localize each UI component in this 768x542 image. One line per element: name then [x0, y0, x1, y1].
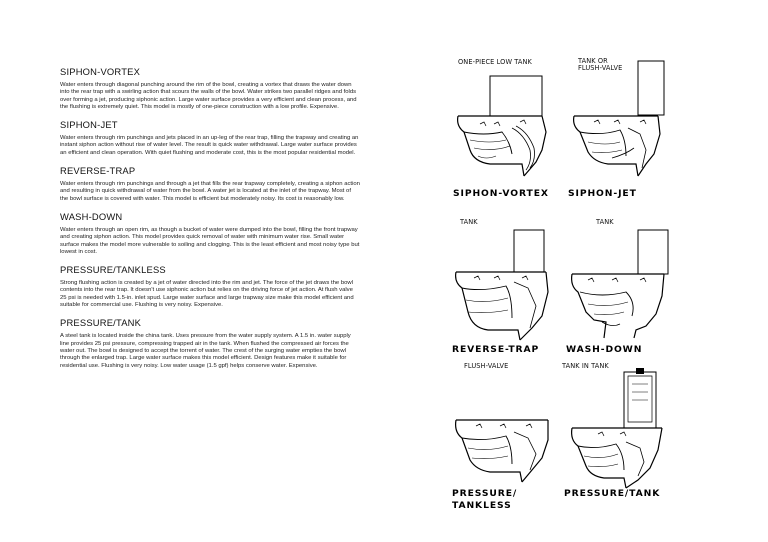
- figure-siphon-jet: [566, 58, 676, 203]
- section-siphon-jet: [60, 119, 360, 157]
- section-title: SIPHON-JET: [60, 119, 118, 131]
- reverse-trap-diagram-icon: [450, 216, 560, 361]
- figure-top-label: TANK OR FLUSH-VALVE: [578, 57, 623, 72]
- wash-down-diagram-icon: [566, 216, 676, 361]
- figure-top-label: TANK: [460, 218, 478, 226]
- figure-caption: WASH-DOWN: [566, 344, 643, 355]
- section-body: A steel tank is located inside the china tank. Uses pressure from the water supply system. A 1.5 in. water supply line provides 25 psi pressure, compressing trapped air in the tank. When flushed the compressed air forces the water out. The bowl is designed to accept the torrent of water. The crest of the surging water empties the bowl through the enlarged trap. Large water surface makes this model efficient. Design features make it suitable for residential use. Flushing is very noisy. Low water usage (1.5 gpf) helps conserve water. Expensive.: [60, 333, 351, 369]
- figure-reverse-trap: [450, 216, 560, 361]
- section-reverse-trap: [60, 165, 360, 203]
- section-body: Water enters through diagonal punching around the rim of the bowl, creating a vortex that draws the water down into the rear trap with a swirling action that scours the walls of the bowl. Water strikes two parallel ridges and folds over forming a jet, producing siphonic action. Large water surface provides a very efficient and clean process, and the flushing is extremely quiet. This model is mostly of one-piece construction with a low profile. Expensive.: [60, 82, 357, 110]
- figure-caption: PRESSURE/TANK: [564, 488, 661, 499]
- figure-siphon-vortex: [450, 58, 560, 203]
- figure-caption: SIPHON-VORTEX: [453, 188, 549, 199]
- figure-wash-down: [566, 216, 676, 361]
- figure-pressure-tankless: [450, 362, 560, 520]
- section-title: PRESSURE/TANKLESS: [60, 264, 166, 276]
- section-wash-down: [60, 211, 360, 256]
- figure-caption: REVERSE-TRAP: [452, 344, 540, 355]
- section-pressure-tankless: [60, 264, 360, 309]
- section-title: SIPHON-VORTEX: [60, 66, 141, 77]
- figure-top-label: TANK IN TANK: [562, 362, 609, 370]
- siphon-vortex-diagram-icon: [450, 58, 560, 203]
- figure-top-label: FLUSH-VALVE: [464, 362, 509, 370]
- section-siphon-vortex: [60, 66, 360, 111]
- section-body: Water enters through an open rim, as though a bucket of water were dumped into the bowl, filling the front trapway and creating siphon action. This model provides quick removal of water with minimum water rise. Small water surface makes the model more vulnerable to soiling and clogging. This is the least efficient and most noisy type but lowest in cost.: [60, 226, 360, 255]
- section-title: WASH-DOWN: [60, 210, 123, 222]
- section-body: Strong flushing action is created by a jet of water directed into the rim and jet. The force of the jet draws the bowl contents into the rear trap. It doesn't use siphonic action but relies on the driving force of jet action. At flush valve 25 psi is needed with 1.5-in. inlet spud. Large water surface and large trapway size make this model efficient and suitable for commercial use. Flushing is very noisy. Expensive.: [60, 280, 354, 309]
- figure-caption: PRESSURE/ TANKLESS: [452, 488, 518, 511]
- section-pressure-tank: [60, 317, 360, 369]
- section-body: Water enters through rim punchings and jets placed in an up-leg of the rear trap, filling the trapway and creating an instant siphon action without rise of water level. The result is quick water withdrawal. Large water surface provides an efficient and clean operation. With quiet flushing and moderate cost, this is the most popular residential model.: [60, 135, 359, 156]
- siphon-jet-diagram-icon: [566, 58, 676, 203]
- figure-top-label: ONE-PIECE LOW TANK: [458, 58, 532, 66]
- figure-top-label: TANK: [596, 218, 614, 226]
- figure-pressure-tank: [562, 362, 678, 520]
- text-column: [60, 66, 360, 378]
- section-body: Water enters through rim punchings and through a jet that fills the rear trapway completely, creating a siphon action and resulting in quick withdrawal of water from the bowl. A water jet is located at the inlet of the trapway. Most of the bowl surface is covered with water. This model is efficient but moderately noisy. Its cost is reasonably low.: [60, 181, 360, 202]
- section-title: PRESSURE/TANK: [60, 317, 142, 329]
- section-title: REVERSE-TRAP: [60, 165, 136, 177]
- figure-caption: SIPHON-JET: [568, 188, 637, 199]
